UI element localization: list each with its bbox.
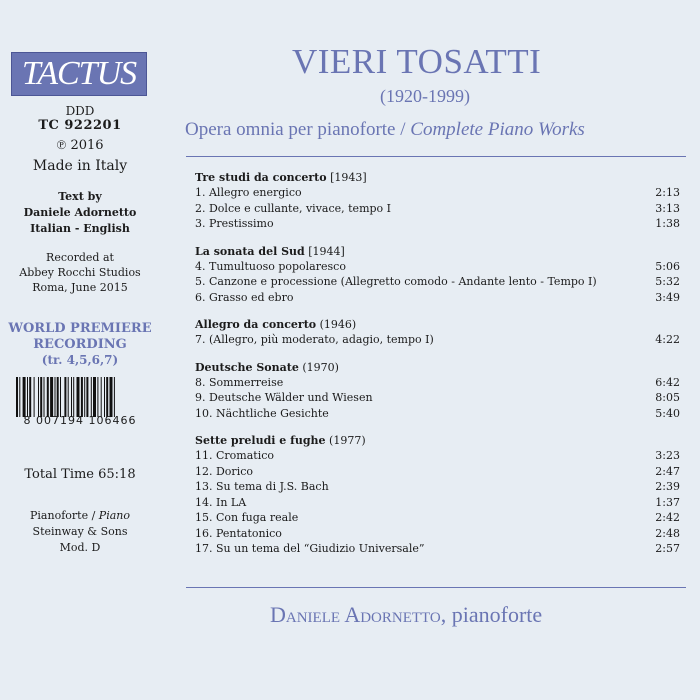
barcode-bar	[34, 377, 35, 417]
barcode-bar	[27, 377, 28, 417]
track-time: 2:48	[655, 526, 680, 540]
track-time: 1:37	[655, 495, 680, 509]
subtitle-italian: Opera omnia per pianoforte /	[185, 119, 411, 140]
track-row	[195, 259, 680, 275]
total-time: Total Time 65:18	[24, 467, 136, 482]
barcode-bar	[81, 377, 83, 417]
track-time: 3:13	[655, 201, 680, 215]
piano-maker: Steinway & Sons	[32, 525, 128, 538]
track-title: 15. Con fuga reale	[195, 511, 299, 524]
track-row	[195, 290, 680, 306]
barcode-bar	[106, 377, 108, 417]
barcode-bar	[40, 377, 42, 417]
work-heading	[195, 360, 680, 375]
barcode-bar	[93, 377, 96, 417]
left-column	[0, 0, 170, 700]
tracklist	[195, 170, 680, 569]
languages: Italian - English	[30, 222, 130, 235]
track-time: 5:32	[655, 275, 680, 288]
barcode-bar	[86, 377, 88, 417]
premiere-line-3: (tr. 4,5,6,7)	[41, 353, 119, 367]
phonogram-year: ℗ 2016	[56, 138, 104, 153]
track-time: 2:47	[655, 464, 680, 478]
barcode-bar	[57, 377, 59, 417]
work-heading	[195, 170, 680, 185]
text-by-label: Text by	[58, 190, 102, 203]
track-title: 11. Cromatico	[195, 449, 274, 462]
track-time: 6:42	[655, 375, 680, 389]
track-time: 3:23	[655, 449, 680, 462]
track-title: 17. Su un tema del “Giudizio Universale”	[195, 542, 425, 555]
track-row	[195, 448, 680, 464]
work-block	[195, 360, 680, 422]
barcode-bar	[55, 377, 56, 417]
track-title: 2. Dolce e cullante, vivace, tempo I	[195, 201, 392, 215]
track-title: 10. Nächtliche Gesichte	[195, 406, 329, 420]
work-block	[195, 170, 680, 232]
track-row	[195, 274, 680, 290]
instrument-it: Pianoforte /	[30, 509, 99, 522]
work-year: (1946)	[316, 318, 357, 331]
track-row	[195, 406, 680, 422]
barcode-bar	[19, 377, 20, 417]
track-title: 16. Pentatonico	[195, 526, 282, 540]
divider-bottom	[186, 587, 686, 588]
recorded-line-3: Roma, June 2015	[32, 281, 128, 294]
barcode-bar	[50, 377, 53, 417]
premiere-line-1: WORLD PREMIERE	[8, 321, 152, 336]
track-title: 7. (Allegro, più moderato, adagio, tempo I)	[195, 333, 434, 346]
barcode-bar	[84, 377, 85, 417]
work-title: La sonata del Sud	[195, 244, 305, 258]
track-time: 5:06	[655, 259, 680, 273]
track-time: 4:22	[655, 333, 680, 346]
barcode-bar	[101, 377, 102, 417]
barcode-bar	[44, 377, 45, 417]
text-by-name: Daniele Adornetto	[23, 206, 137, 219]
track-time: 2:42	[655, 511, 680, 524]
track-time: 5:40	[655, 406, 680, 420]
recorded-line-2: Abbey Rocchi Studios	[19, 266, 141, 279]
recorded-line-1: Recorded at	[46, 251, 114, 264]
barcode-bar	[60, 377, 61, 417]
work-title: Allegro da concerto	[195, 318, 317, 331]
barcode-bar	[114, 377, 115, 417]
track-row	[195, 495, 680, 511]
track-title: 1. Allegro energico	[195, 186, 302, 199]
barcode-bar	[29, 377, 31, 417]
track-row	[195, 185, 680, 201]
work-title: Deutsche Sonate	[195, 360, 299, 374]
barcode-bar	[64, 377, 66, 417]
barcode-bar	[91, 377, 92, 417]
barcode-bar	[47, 377, 49, 417]
barcode-bar	[104, 377, 105, 417]
work-heading	[195, 244, 680, 259]
track-time: 2:39	[655, 480, 680, 493]
track-time: 1:38	[655, 217, 680, 230]
work-year: [1943]	[326, 171, 367, 184]
barcode-bar	[23, 377, 26, 417]
work-heading	[195, 317, 680, 332]
track-row	[195, 479, 680, 495]
track-row	[195, 510, 680, 526]
premiere-line-2: RECORDING	[33, 337, 127, 352]
work-title: Sette preludi e fughe	[195, 434, 326, 447]
track-row	[195, 526, 680, 542]
subtitle-english: Complete Piano Works	[410, 119, 585, 140]
barcode-bar	[110, 377, 113, 417]
work-year: (1970)	[298, 360, 339, 374]
track-title: 6. Grasso ed ebro	[195, 290, 294, 304]
performer-name: Daniele Adornetto	[270, 602, 441, 627]
track-row	[195, 464, 680, 480]
catalog-number: TC 922201	[38, 118, 122, 133]
track-row	[195, 216, 680, 232]
track-row	[195, 541, 680, 557]
work-title: Tre studi da concerto	[195, 171, 327, 184]
work-block	[195, 433, 680, 557]
divider-top	[186, 156, 686, 157]
barcode-bar	[38, 377, 39, 417]
track-title: 5. Canzone e processione (Allegretto comodo - Andante lento - Tempo I)	[195, 275, 597, 288]
track-row	[195, 375, 680, 391]
work-heading	[195, 433, 680, 448]
piano-model: Mod. D	[59, 541, 101, 554]
barcode-bar	[71, 377, 72, 417]
barcode-bar	[97, 377, 98, 417]
track-title: 4. Tumultuoso popolaresco	[195, 259, 346, 273]
barcode-bar	[73, 377, 74, 417]
track-title: 9. Deutsche Wälder und Wiesen	[195, 391, 373, 404]
work-block	[195, 317, 680, 348]
track-title: 14. In LA	[195, 495, 247, 509]
track-time: 2:13	[655, 186, 680, 199]
track-time: 3:49	[655, 290, 680, 304]
instrument-en: Piano	[98, 509, 130, 522]
work-block	[195, 244, 680, 306]
work-year: (1977)	[325, 434, 366, 447]
performer-role: , pianoforte	[440, 602, 543, 627]
performer-credit	[270, 602, 542, 628]
made-in: Made in Italy	[32, 158, 128, 174]
track-time: 8:05	[655, 391, 680, 404]
barcode-number: 8 007194 106466	[23, 414, 137, 427]
composer-name: VIERI TOSATTI	[292, 42, 542, 81]
composer-dates: (1920-1999)	[380, 86, 470, 106]
track-title: 13. Su tema di J.S. Bach	[195, 480, 329, 493]
work-year: [1944]	[304, 244, 345, 258]
track-title: 3. Prestissimo	[195, 217, 274, 230]
logo-text: TACTUS	[21, 55, 137, 92]
track-row	[195, 201, 680, 217]
barcode-bar	[16, 377, 18, 417]
barcode-bar	[77, 377, 80, 417]
barcode-bar	[68, 377, 69, 417]
barcode	[16, 377, 146, 417]
track-row	[195, 332, 680, 348]
track-title: 12. Dorico	[195, 464, 253, 478]
ddd-code: DDD	[65, 104, 95, 118]
tactus-logo	[11, 52, 147, 96]
track-row	[195, 390, 680, 406]
track-time: 2:57	[655, 542, 680, 555]
album-subtitle	[185, 119, 690, 141]
instrument-line	[0, 509, 160, 522]
track-title: 8. Sommerreise	[195, 375, 284, 389]
